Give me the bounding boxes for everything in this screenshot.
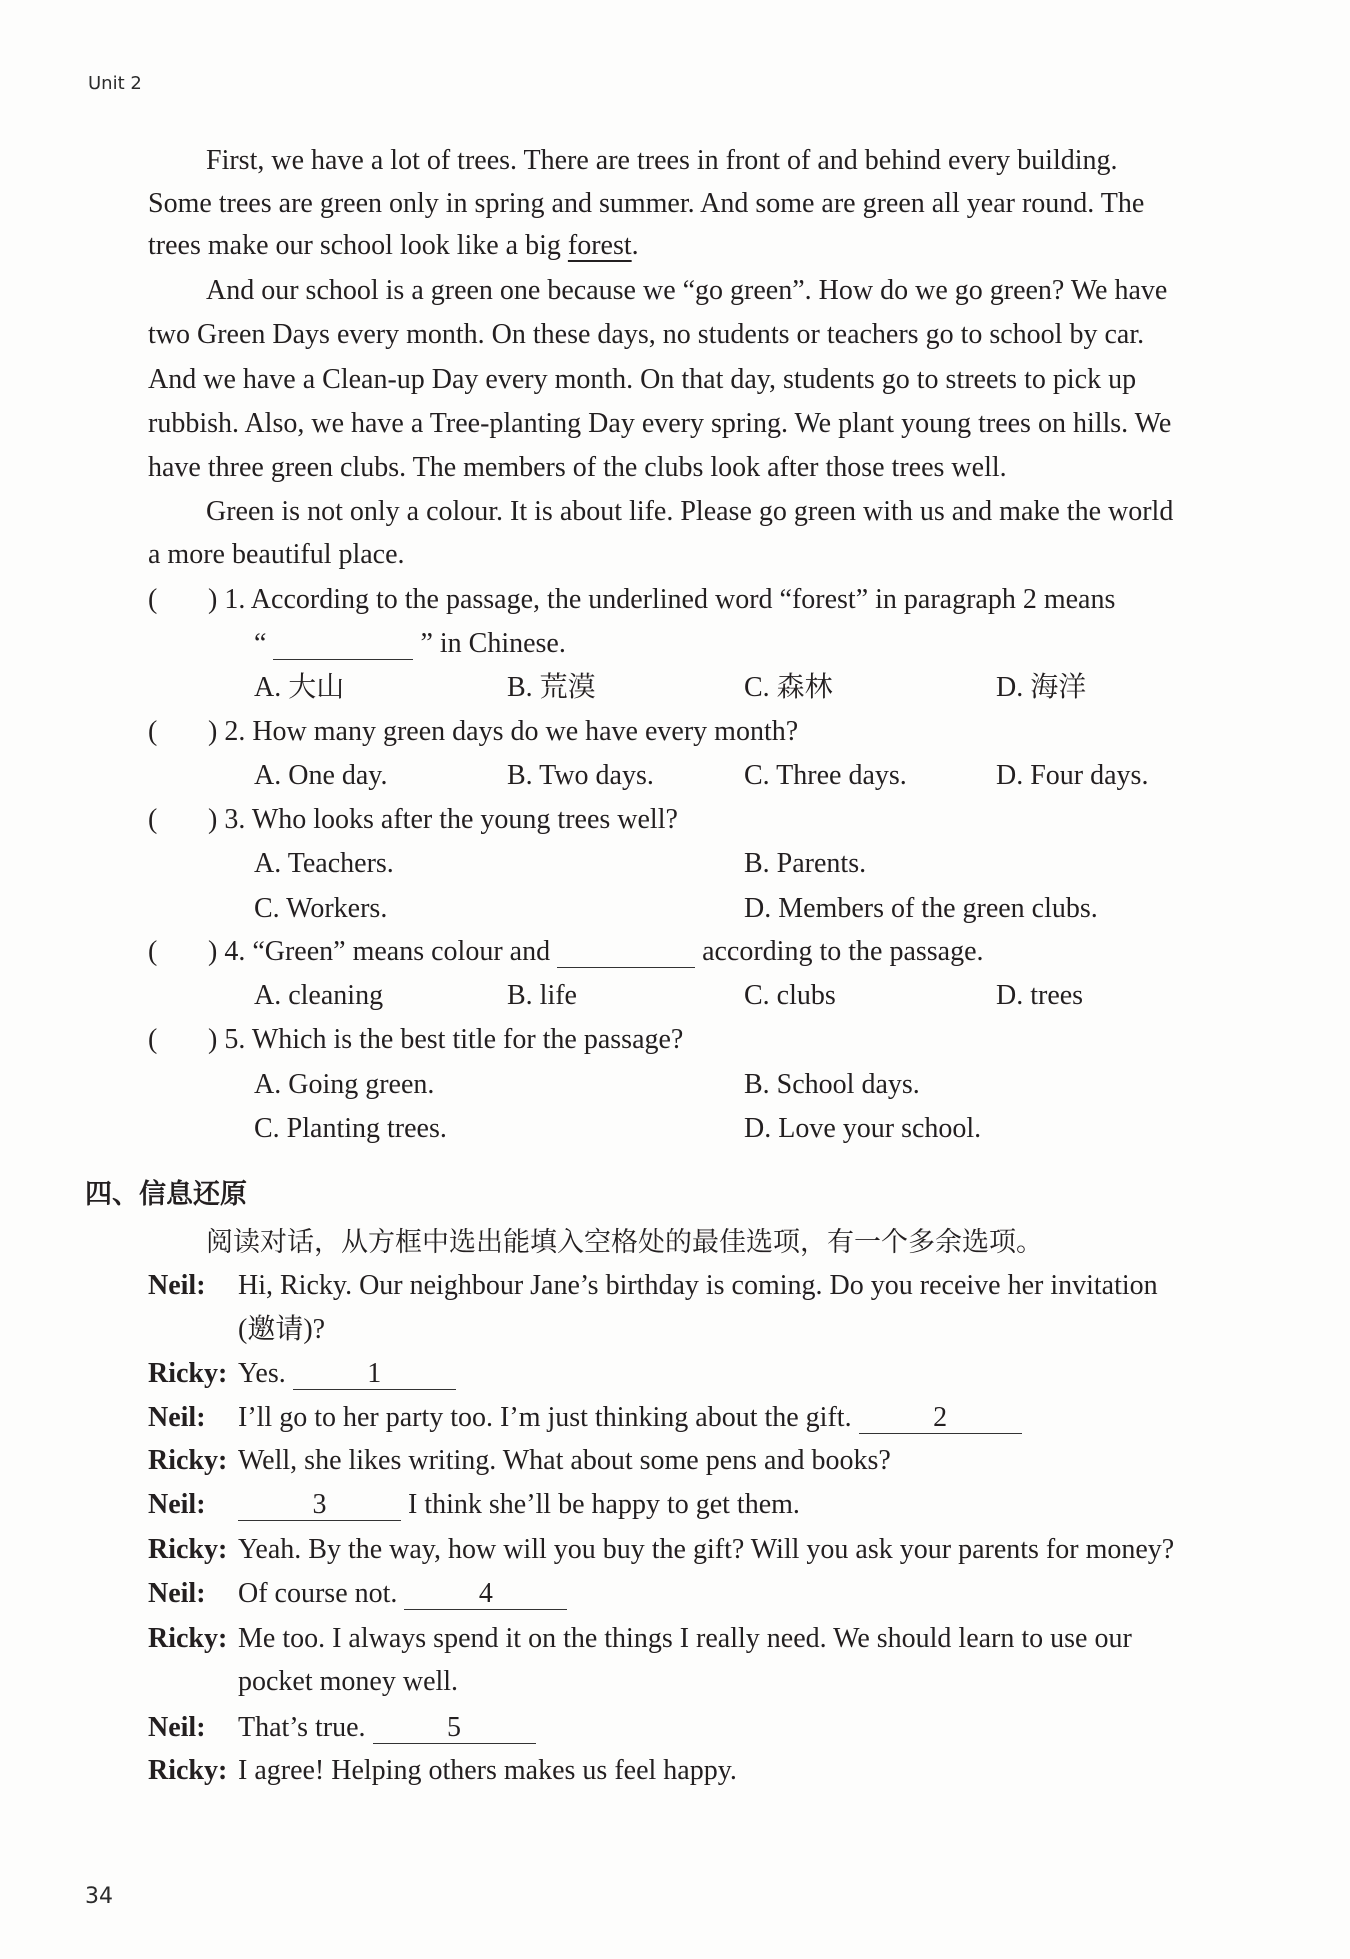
dialogue-text: I agree! Helping others makes us feel happy.: [238, 1755, 737, 1786]
speaker-label: Neil:: [148, 1712, 206, 1743]
speaker-label: Neil:: [148, 1489, 206, 1520]
answer-bracket-open: (: [148, 716, 158, 747]
fill-in-blank: [273, 629, 413, 660]
dialogue-line-7: [148, 1572, 567, 1616]
dialogue-text: Of course not.: [238, 1578, 398, 1609]
numbered-blank-2: [859, 1403, 1022, 1434]
question-1-stem-line-2: [254, 622, 566, 666]
dialogue-line-6: [148, 1528, 1174, 1572]
open-quote: “: [254, 628, 267, 659]
passage-line-1: First, we have a lot of trees. There are trees in front of and behind every building.: [206, 145, 1118, 176]
speaker-label: Neil:: [148, 1270, 206, 1301]
fill-in-blank: [557, 937, 695, 968]
question-number: 4.: [224, 936, 246, 967]
question-text: “Green” means colour and: [252, 936, 551, 967]
question-3-option-d: D. Members of the green clubs.: [744, 893, 1098, 924]
question-number: 1.: [224, 584, 246, 615]
question-1-option-c: C. 森林: [744, 672, 833, 703]
answer-bracket-close: ): [208, 584, 218, 615]
answer-bracket-close: ): [208, 1024, 218, 1055]
question-1-stem: [208, 578, 1115, 622]
numbered-blank-3: [238, 1490, 401, 1521]
dialogue-line-9: [148, 1706, 536, 1750]
section-instruction: 阅读对话，从方框中选出能填入空格处的最佳选项，有一个多余选项。: [206, 1227, 1043, 1257]
dialogue-line-8-cont: pocket money well.: [238, 1666, 459, 1697]
question-3-option-a: A. Teachers.: [254, 848, 394, 879]
numbered-blank-4: [404, 1579, 567, 1610]
speaker-label: Ricky:: [148, 1623, 228, 1654]
answer-bracket-open: (: [148, 804, 158, 835]
dialogue-text: I’ll go to her party too. I’m just thinking about the gift.: [238, 1402, 852, 1433]
dialogue-text: I think she’ll be happy to get them.: [408, 1489, 800, 1520]
question-number: 3.: [224, 804, 246, 835]
blank-number: 5: [447, 1712, 462, 1743]
answer-bracket-close: ): [208, 804, 218, 835]
blank-number: 2: [933, 1402, 948, 1433]
blank-number: 1: [367, 1358, 382, 1389]
question-1-option-d: D. 海洋: [996, 672, 1087, 703]
speaker-label: Neil:: [148, 1402, 206, 1433]
answer-bracket-open: (: [148, 936, 158, 967]
speaker-label: Ricky:: [148, 1358, 228, 1389]
dialogue-text: Hi, Ricky. Our neighbour Jane’s birthday is coming. Do you receive her invitation: [238, 1270, 1158, 1301]
passage-line-2: Some trees are green only in spring and summer. And some are green all year round. The: [148, 188, 1145, 219]
question-text: ” in Chinese.: [420, 628, 566, 659]
numbered-blank-5: [373, 1713, 536, 1744]
passage-line-3: [148, 224, 639, 268]
dialogue-text: Well, she likes writing. What about some pens and books?: [238, 1445, 891, 1476]
question-text: Who looks after the young trees well?: [251, 804, 678, 835]
unit-label: Unit 2: [88, 73, 142, 94]
passage-line-4: And our school is a green one because we “go green”. How do we go green? We have: [206, 275, 1168, 306]
speaker-label: Ricky:: [148, 1534, 228, 1565]
passage-text: .: [631, 230, 639, 261]
passage-line-7: rubbish. Also, we have a Tree-planting Day every spring. We plant young trees on hills. We: [148, 408, 1172, 439]
passage-line-8: have three green clubs. The members of the clubs look after those trees well.: [148, 452, 1007, 483]
question-4-option-d: D. trees: [996, 980, 1084, 1011]
question-2-option-b: B. Two days.: [507, 760, 654, 791]
question-2-option-a: A. One day.: [254, 760, 388, 791]
question-1-option-b: B. 荒漠: [507, 672, 596, 703]
dialogue-line-2: [148, 1352, 456, 1396]
blank-number: 3: [312, 1489, 327, 1520]
question-2-option-c: C. Three days.: [744, 760, 907, 791]
question-text: How many green days do we have every month?: [252, 716, 799, 747]
dialogue-text: That’s true.: [238, 1712, 366, 1743]
question-2-option-d: D. Four days.: [996, 760, 1149, 791]
numbered-blank-1: [293, 1359, 456, 1390]
speaker-label: Neil:: [148, 1578, 206, 1609]
question-5-option-d: D. Love your school.: [744, 1113, 982, 1144]
speaker-label: Ricky:: [148, 1755, 228, 1786]
dialogue-line-8: [148, 1617, 1132, 1661]
question-5-option-a: A. Going green.: [254, 1069, 435, 1100]
underlined-word: forest: [567, 230, 632, 261]
passage-text: trees make our school look like a big: [148, 230, 568, 261]
blank-number: 4: [478, 1578, 493, 1609]
question-text: According to the passage, the underlined word “forest” in paragraph 2 means: [250, 584, 1116, 615]
question-4-option-a: A. cleaning: [254, 980, 384, 1011]
speaker-label: Ricky:: [148, 1445, 228, 1476]
passage-line-6: And we have a Clean-up Day every month. On that day, students go to streets to pick up: [148, 364, 1137, 395]
passage-line-9: Green is not only a colour. It is about life. Please go green with us and make the world: [206, 496, 1174, 527]
dialogue-line-1: [148, 1264, 1158, 1308]
question-4-option-b: B. life: [507, 980, 577, 1011]
question-4-stem: [208, 930, 984, 974]
dialogue-text: Yeah. By the way, how will you buy the gift? Will you ask your parents for money?: [238, 1534, 1175, 1565]
dialogue-text: Me too. I always spend it on the things I really need. We should learn to use our: [238, 1623, 1132, 1654]
question-1-option-a: A. 大山: [254, 672, 345, 703]
question-3-stem: [208, 798, 678, 842]
dialogue-line-10: [148, 1749, 737, 1793]
question-2-stem: [208, 710, 798, 754]
passage-line-10: a more beautiful place.: [148, 539, 405, 570]
answer-bracket-open: (: [148, 584, 158, 615]
answer-bracket-open: (: [148, 1024, 158, 1055]
dialogue-line-4: [148, 1439, 891, 1483]
question-number: 5.: [224, 1024, 246, 1055]
answer-bracket-close: ): [208, 716, 218, 747]
dialogue-line-5: [148, 1483, 800, 1527]
section-heading: 四、信息还原: [85, 1179, 247, 1210]
passage-line-5: two Green Days every month. On these days, no students or teachers go to school by car.: [148, 319, 1145, 350]
question-text: Which is the best title for the passage?: [251, 1024, 684, 1055]
question-number: 2.: [224, 716, 246, 747]
question-5-option-c: C. Planting trees.: [254, 1113, 447, 1144]
answer-bracket-close: ): [208, 936, 218, 967]
dialogue-line-3: [148, 1396, 1022, 1440]
question-text: according to the passage.: [702, 936, 984, 967]
dialogue-text: Yes.: [238, 1358, 286, 1389]
question-4-option-c: C. clubs: [744, 980, 836, 1011]
question-5-option-b: B. School days.: [744, 1069, 920, 1100]
dialogue-line-1-cont: (邀请)?: [238, 1314, 326, 1345]
page-number: 34: [85, 1884, 113, 1909]
question-5-stem: [208, 1018, 683, 1062]
question-3-option-b: B. Parents.: [744, 848, 867, 879]
question-3-option-c: C. Workers.: [254, 893, 388, 924]
